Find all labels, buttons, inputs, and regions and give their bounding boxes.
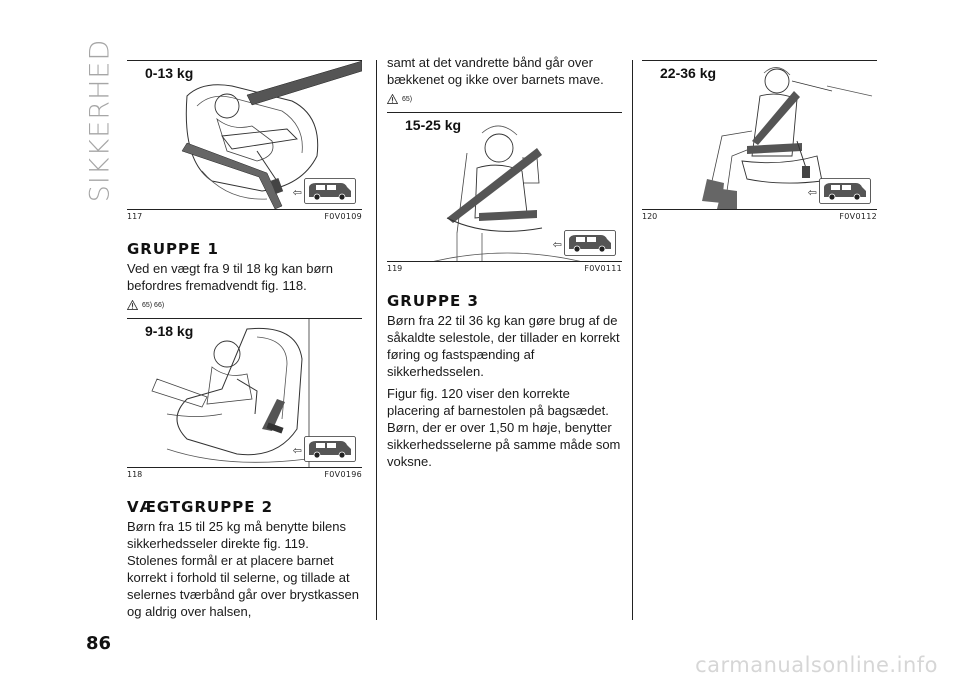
gruppe-3-heading: GRUPPE 3 — [387, 292, 479, 310]
section-title — [70, 38, 130, 202]
weight-class-label: 9-18 kg — [145, 323, 194, 339]
gruppe-3-text-1: Børn fra 22 til 36 kg kan gøre brug af de såkaldte selestole, der tillader en korrekt føring og fastspænding af sikkerhedsselen. — [387, 313, 620, 379]
column-3 — [642, 60, 877, 224]
figure-number: 119 — [387, 264, 403, 273]
page-number: 86 — [86, 633, 112, 654]
figure-code: F0V0109 — [324, 212, 362, 221]
gruppe-1-heading: GRUPPE 1 — [127, 240, 219, 258]
van-icon — [304, 178, 356, 204]
continued-text: samt at det vandrette bånd går over bækkenet og ikke over barnets mave. — [387, 55, 604, 87]
warning-triangle-icon — [127, 300, 138, 310]
warning-reference-numbers: 65) 66) — [142, 301, 165, 309]
van-icon — [564, 230, 616, 256]
van-icon — [304, 436, 356, 462]
column-divider — [376, 60, 377, 620]
figure-number: 120 — [642, 212, 658, 221]
warning-reference-numbers: 65) — [402, 95, 413, 103]
vaegtgruppe-2-heading: VÆGTGRUPPE 2 — [127, 498, 274, 516]
weight-class-label: 0-13 kg — [145, 65, 194, 81]
warning-reference — [387, 94, 622, 104]
watermark: carmanualsonline.info — [695, 653, 938, 677]
column-2 — [387, 55, 622, 470]
figure-117 — [127, 60, 362, 210]
van-icon — [819, 178, 871, 204]
figure-code: F0V0112 — [839, 212, 877, 221]
warning-reference — [127, 300, 362, 310]
gruppe-1-text: Ved en vægt fra 9 til 18 kg kan børn befordres fremadvendt fig. 118. — [127, 261, 333, 293]
weight-class-label: 15-25 kg — [405, 117, 462, 133]
arrow-left-icon: ⇦ — [292, 186, 302, 199]
section-title-text: SIKKERHED — [84, 38, 116, 202]
figure-caption — [642, 212, 877, 224]
warning-triangle-icon — [387, 94, 398, 104]
figure-120 — [642, 60, 877, 210]
column-divider — [632, 60, 633, 620]
arrow-left-icon: ⇦ — [552, 238, 562, 251]
weight-class-label: 22-36 kg — [660, 65, 717, 81]
figure-caption — [127, 212, 362, 224]
figure-code: F0V0196 — [324, 470, 362, 479]
arrow-left-icon: ⇦ — [807, 186, 817, 199]
figure-number: 117 — [127, 212, 143, 221]
figure-caption — [127, 470, 362, 482]
figure-number: 118 — [127, 470, 143, 479]
column-1 — [127, 60, 362, 620]
gruppe-3-text-2: Figur fig. 120 viser den korrekte placering af barnestolen på bagsædet. Børn, der er over 1,50 m høje, benytter sikkerhedsselerne på samme måde som voksne. — [387, 386, 621, 469]
figure-code: F0V0111 — [584, 264, 622, 273]
arrow-left-icon: ⇦ — [292, 444, 302, 457]
figure-118 — [127, 318, 362, 468]
vaegtgruppe-2-text: Børn fra 15 til 25 kg må benytte bilens sikkerhedsseler direkte fig. 119. Stolenes formål er at placere barnet korrekt i forhold til selerne, og tillade at selernes tværbånd går over brystkassen og aldrig over halsen, — [127, 519, 359, 619]
figure-119 — [387, 112, 622, 262]
figure-caption — [387, 264, 622, 276]
